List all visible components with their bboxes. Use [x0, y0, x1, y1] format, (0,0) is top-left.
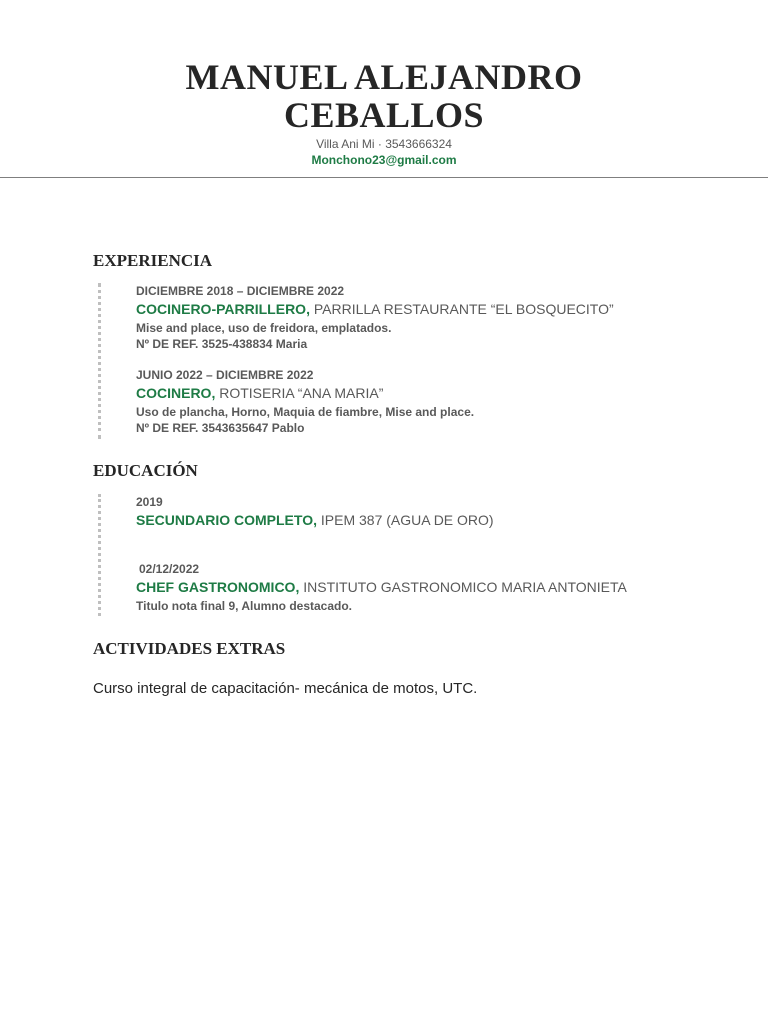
entry-role: SECUNDARIO COMPLETO, — [136, 512, 317, 528]
entry-reference: Nº DE REF. 3525-438834 Maria — [136, 337, 308, 351]
experience-entry — [136, 283, 736, 352]
entry-date: 2019 — [136, 495, 163, 509]
education-entry — [136, 494, 736, 530]
extras-description: Curso integral de capacitación- mecánica de motos, UTC. — [93, 680, 478, 697]
header-divider — [0, 177, 768, 178]
experience-entry — [136, 367, 736, 436]
entry-title — [136, 578, 736, 597]
education-entry — [136, 561, 736, 614]
experience-timeline — [98, 283, 101, 439]
extras-heading: ACTIVIDADES EXTRAS — [93, 639, 286, 658]
experience-heading: EXPERIENCIA — [93, 251, 213, 270]
entry-date: 02/12/2022 — [139, 562, 200, 576]
name-line-2: CEBALLOS — [283, 95, 485, 135]
entry-description: Titulo nota final 9, Alumno destacado. — [136, 599, 353, 613]
entry-place: ROTISERIA “ANA MARIA” — [215, 385, 384, 401]
email-address: Monchono23@gmail.com — [311, 153, 457, 167]
contact-info: Villa Ani Mi · 3543666324 — [316, 137, 452, 151]
education-heading: EDUCACIÓN — [93, 461, 198, 480]
entry-title — [136, 511, 736, 530]
entry-date: DICIEMBRE 2018 – DICIEMBRE 2022 — [136, 284, 345, 298]
entry-reference: Nº DE REF. 3543635647 Pablo — [136, 421, 305, 435]
entry-title — [136, 384, 736, 403]
candidate-name — [0, 58, 768, 134]
entry-role: CHEF GASTRONOMICO, — [136, 579, 300, 595]
entry-role: COCINERO-PARRILLERO, — [136, 301, 310, 317]
entry-place: INSTITUTO GASTRONOMICO MARIA ANTONIETA — [299, 579, 627, 595]
entry-description: Mise and place, uso de freidora, emplatados. — [136, 321, 392, 335]
resume-header — [0, 58, 768, 168]
entry-date: JUNIO 2022 – DICIEMBRE 2022 — [136, 368, 314, 382]
entry-place: IPEM 387 (AGUA DE ORO) — [316, 512, 494, 528]
entry-role: COCINERO, — [136, 385, 216, 401]
education-timeline — [98, 494, 101, 616]
entry-description: Uso de plancha, Horno, Maquia de fiambre, Mise and place. — [136, 405, 475, 419]
entry-place: PARRILLA RESTAURANTE “EL BOSQUECITO” — [309, 301, 614, 317]
entry-title — [136, 300, 736, 319]
name-line-1: MANUEL ALEJANDRO — [185, 57, 583, 97]
